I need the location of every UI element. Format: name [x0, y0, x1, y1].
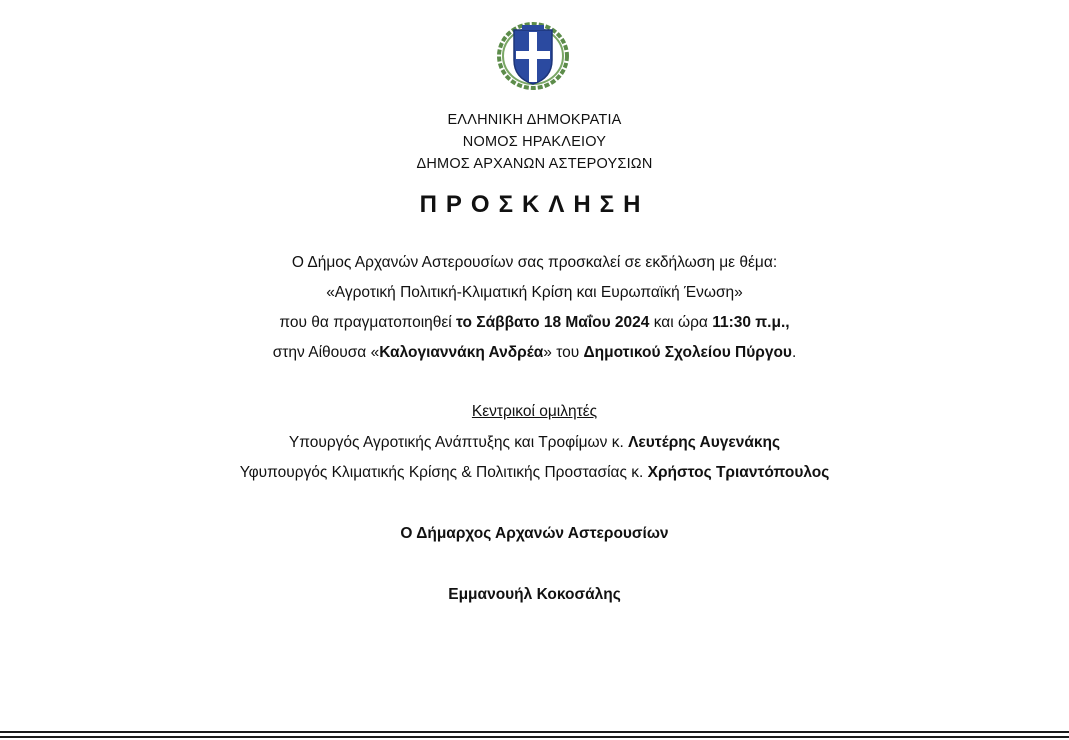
speaker-2-name: Χρήστος Τριαντόπουλος: [647, 464, 830, 481]
when-prefix: που θα πραγματοποιηθεί: [279, 314, 457, 331]
greek-coat-of-arms-icon: [496, 20, 570, 90]
bottom-divider-bottom: [0, 736, 1069, 738]
header-prefecture: ΝΟΜΟΣ ΗΡΑΚΛΕΙΟΥ: [462, 134, 607, 150]
where-suffix: .: [791, 344, 797, 361]
event-time: 11:30 π.μ.,: [712, 314, 790, 331]
speaker-2-role: Υφυπουργός Κλιματικής Κρίσης & Πολιτικής Προστασίας κ.: [239, 464, 648, 481]
when-middle: και ώρα: [649, 314, 713, 331]
event-when: [0, 314, 1069, 332]
event-where: [0, 344, 1069, 362]
intro-text: Ο Δήμος Αρχανών Αστερουσίων σας προσκαλεί σε εκδήλωση με θέμα:: [291, 254, 778, 271]
speaker-1: [0, 434, 1069, 452]
header-municipality: ΔΗΜΟΣ ΑΡΧΑΝΩΝ ΑΣΤΕΡΟΥΣΙΩΝ: [416, 156, 653, 172]
header-country: ΕΛΛΗΝΙΚΗ ΔΗΜΟΚΡΑΤΙΑ: [447, 112, 622, 128]
where-prefix: στην Αίθουσα «: [272, 344, 380, 361]
speaker-2: [0, 464, 1069, 482]
document-title: ΠΡΟΣΚΛΗΣΗ: [419, 191, 650, 218]
speakers-heading-text: Κεντρικοί ομιλητές: [471, 403, 598, 420]
event-topic: «Αγροτική Πολιτική-Κλιματική Κρίση και Ευρωπαϊκή Ένωση»: [326, 284, 743, 301]
speakers-heading: [0, 403, 1069, 421]
speaker-1-name: Λευτέρης Αυγενάκης: [628, 434, 781, 451]
bottom-divider-top: [0, 731, 1069, 733]
event-venue: Δημοτικού Σχολείου Πύργου: [583, 344, 792, 361]
signature-title: Ο Δήμαρχος Αρχανών Αστερουσίων: [400, 525, 669, 542]
signature-name: Εμμανουήλ Κοκοσάλης: [448, 586, 621, 603]
event-hall: Καλογιαννάκη Ανδρέα: [379, 344, 544, 361]
speaker-1-role: Υπουργός Αγροτικής Ανάπτυξης και Τροφίμων κ.: [288, 434, 629, 451]
event-date: το Σάββατο 18 Μαΐου 2024: [456, 314, 650, 331]
where-middle: » του: [543, 344, 584, 361]
